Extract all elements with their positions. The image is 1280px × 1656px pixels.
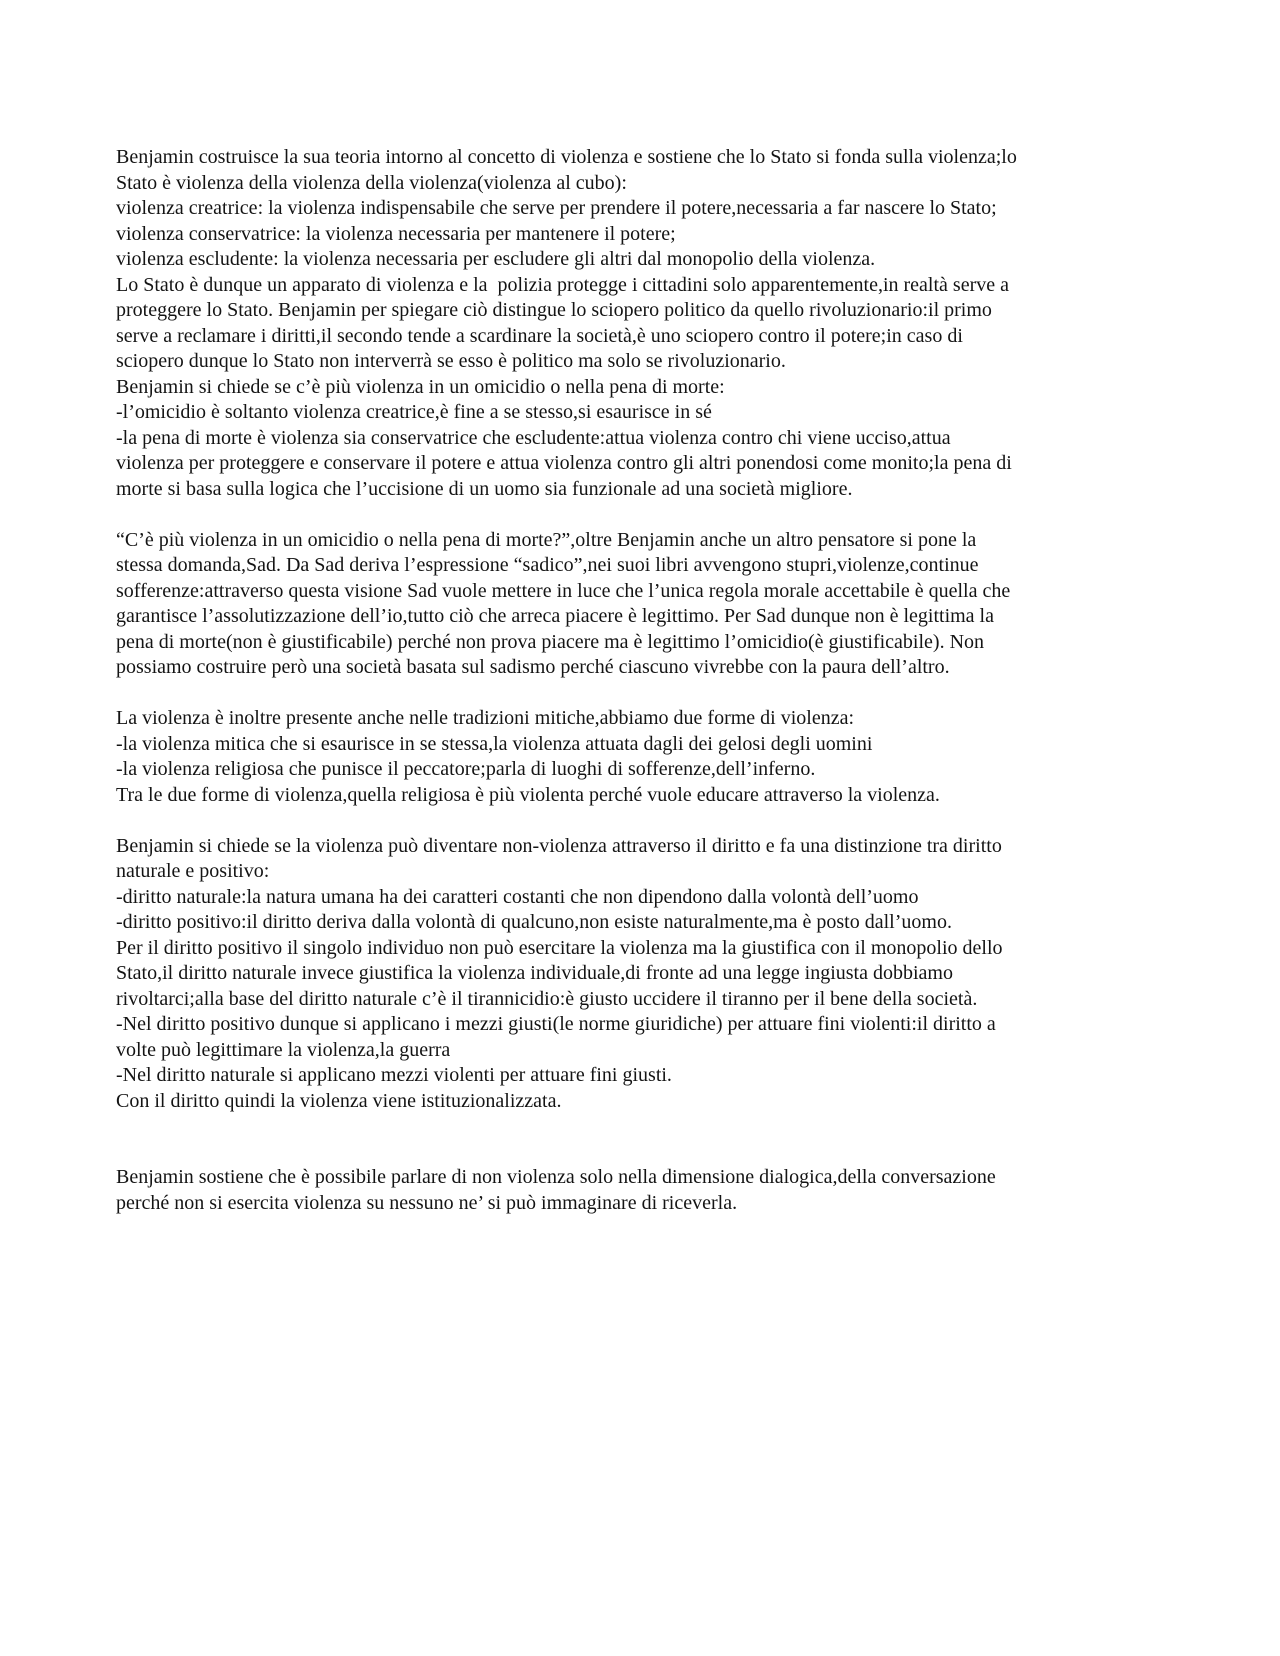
text-line: Benjamin sostiene che è possibile parlare di non violenza solo nella dimensione dialogica,della conversazione [116, 1166, 996, 1188]
text-line: possiamo costruire però una società basata sul sadismo perché ciascuno vivrebbe con la paura dell’altro. [116, 656, 950, 678]
text-line: Lo Stato è dunque un apparato di violenza e la polizia protegge i cittadini solo apparentemente,in realtà serve a [116, 273, 1009, 296]
text-line: Tra le due forme di violenza,quella religiosa è più violenta perché vuole educare attraverso la violenza. [116, 783, 940, 806]
text-line: -la pena di morte è violenza sia conservatrice che escludente:attua violenza contro chi viene ucciso,attua [116, 426, 951, 449]
text-line: -diritto positivo:il diritto deriva dalla volontà di qualcuno,non esiste naturalmente,ma è posto dall’uomo. [116, 911, 952, 933]
text-line: -diritto naturale:la natura umana ha dei caratteri costanti che non dipendono dalla volontà dell’uomo [116, 885, 919, 908]
text-line: naturale e positivo: [116, 860, 270, 882]
document-body [116, 145, 1166, 1216]
text-line: stessa domanda,Sad. Da Sad deriva l’espressione “sadico”,nei suoi libri avvengono stupri,violenze,continue [116, 554, 979, 576]
paragraph-gap [116, 681, 1166, 707]
text-line: pena di morte(non è giustificabile) perché non prova piacere ma è legittimo l’omicidio(è giustificabile). Non [116, 630, 985, 653]
text-line: Per il diritto positivo il singolo individuo non può esercitare la violenza ma la giustifica con il monopolio dello [116, 936, 1003, 959]
text-line: Stato è violenza della violenza della violenza(violenza al cubo): [116, 171, 627, 194]
text-line: morte si basa sulla logica che l’uccisione di un uomo sia funzionale ad una società migliore. [116, 477, 853, 500]
text-line: violenza conservatrice: la violenza necessaria per mantenere il potere; [116, 222, 676, 245]
text-line: rivoltarci;alla base del diritto naturale c’è il tirannicidio:è giusto uccidere il tiranno per il bene della società. [116, 987, 978, 1010]
text-line: Benjamin si chiede se la violenza può diventare non-violenza attraverso il diritto e fa una distinzione tra diritto [116, 834, 1002, 857]
text-line: -la violenza religiosa che punisce il peccatore;parla di luoghi di sofferenze,dell’inferno. [116, 758, 816, 780]
paragraph-gap [116, 1140, 1166, 1166]
text-line: sciopero dunque lo Stato non interverrà se esso è politico ma solo se rivoluzionario. [116, 350, 786, 372]
text-line: Con il diritto quindi la violenza viene istituzionalizzata. [116, 1089, 562, 1112]
text-line: -Nel diritto naturale si applicano mezzi violenti per attuare fini giusti. [116, 1064, 672, 1086]
text-line: “C’è più violenza in un omicidio o nella pena di morte?”,oltre Benjamin anche un altro pensatore si pone la [116, 528, 977, 551]
text-line: violenza creatrice: la violenza indispensabile che serve per prendere il potere,necessaria a far nascere lo Stato; [116, 197, 997, 219]
text-line: volte può legittimare la violenza,la guerra [116, 1038, 451, 1061]
text-line: proteggere lo Stato. Benjamin per spiegare ciò distingue lo sciopero politico da quello rivoluzionario:il primo [116, 299, 992, 321]
text-line: perché non si esercita violenza su nessuno ne’ si può immaginare di riceverla. [116, 1191, 738, 1214]
paragraph-gap [116, 1114, 1166, 1140]
text-line: violenza per proteggere e conservare il potere e attua violenza contro gli altri ponendosi come monito;la pena di [116, 452, 1012, 474]
text-line: La violenza è inoltre presente anche nelle tradizioni mitiche,abbiamo due forme di violenza: [116, 707, 855, 729]
text-line: Benjamin si chiede se c’è più violenza in un omicidio o nella pena di morte: [116, 375, 725, 398]
text-line: Stato,il diritto naturale invece giustifica la violenza individuale,di fronte ad una legge ingiusta dobbiamo [116, 962, 953, 984]
paragraph-gap [116, 502, 1166, 528]
text-line: sofferenze:attraverso questa visione Sad vuole mettere in luce che l’unica regola morale accettabile è quella che [116, 579, 1011, 602]
text-line: violenza escludente: la violenza necessaria per escludere gli altri dal monopolio della violenza. [116, 248, 876, 270]
text-line: -Nel diritto positivo dunque si applicano i mezzi giusti(le norme giuridiche) per attuare fini violenti:il diritto a [116, 1013, 996, 1035]
text-line: -la violenza mitica che si esaurisce in se stessa,la violenza attuata dagli dei gelosi degli uomini [116, 732, 873, 755]
text-line: serve a reclamare i diritti,il secondo tende a scardinare la società,è uno sciopero contro il potere;in caso di [116, 324, 963, 347]
text-line: Benjamin costruisce la sua teoria intorno al concetto di violenza e sostiene che lo Stato si fonda sulla violenza;lo [116, 146, 1017, 168]
paragraph-gap [116, 808, 1166, 834]
text-line: garantisce l’assolutizzazione dell’io,tutto ciò che arreca piacere è legittimo. Per Sad dunque non è legittima la [116, 605, 994, 627]
text-line: -l’omicidio è soltanto violenza creatrice,è fine a se stesso,si esaurisce in sé [116, 401, 712, 423]
